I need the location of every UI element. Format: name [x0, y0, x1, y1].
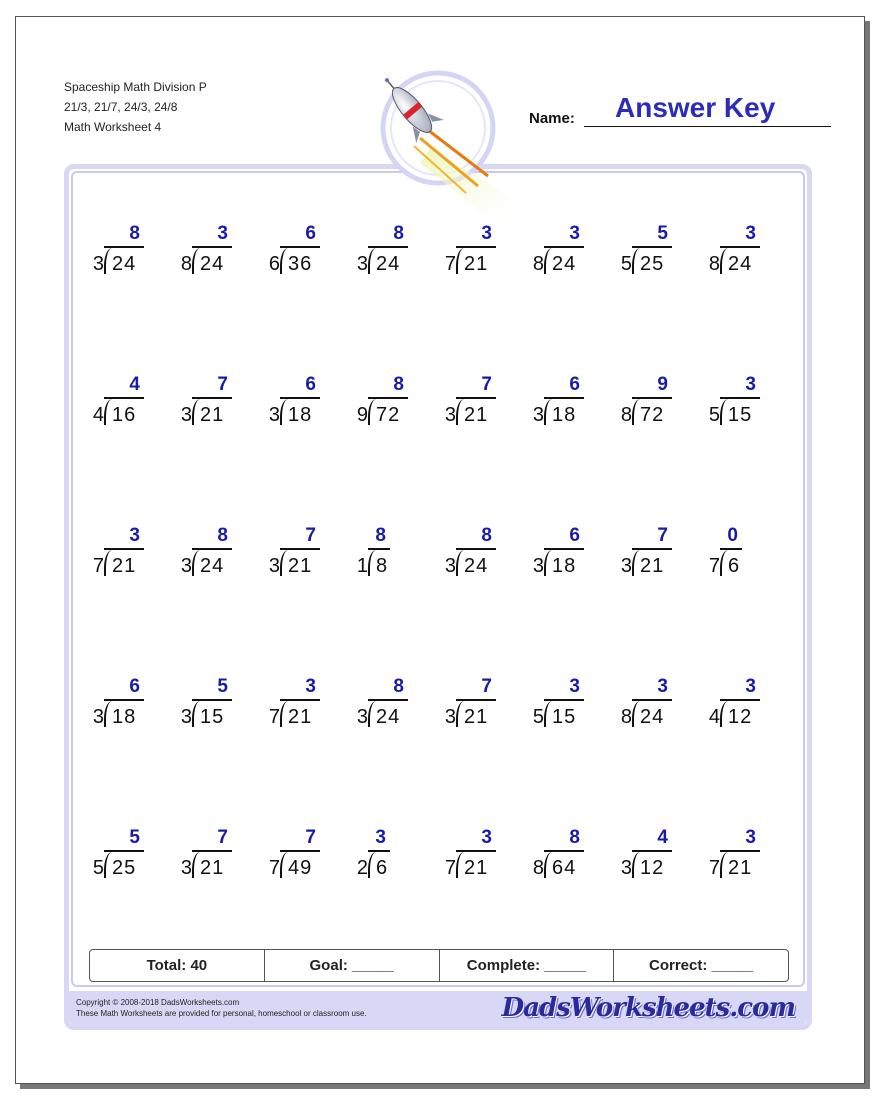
quotient-answer: 3: [375, 827, 386, 848]
dividend: 24: [552, 253, 577, 275]
division-bar: [632, 548, 672, 550]
dividend: 8: [376, 555, 389, 577]
division-problem: [176, 826, 246, 886]
divisor: 8: [620, 404, 632, 426]
division-bar: [544, 699, 584, 701]
dividend: 15: [200, 706, 225, 728]
division-problem: [88, 222, 158, 282]
division-problem: [88, 524, 158, 584]
dividend: 21: [464, 404, 489, 426]
division-problem: [528, 524, 598, 584]
footer-band: [69, 991, 807, 1025]
quotient-answer: 3: [657, 676, 668, 697]
division-problem: [264, 826, 334, 886]
usage-notice: These Math Worksheets are provided for personal, homeschool or classroom use.: [76, 1009, 367, 1018]
division-bar: [280, 548, 320, 550]
quotient-answer: 3: [745, 374, 756, 395]
dividend: 21: [464, 253, 489, 275]
score-goal[interactable]: Goal: _____: [265, 950, 440, 981]
quotient-answer: 6: [305, 223, 316, 244]
divisor: 7: [708, 555, 720, 577]
quotient-answer: 5: [217, 676, 228, 697]
divisor: 3: [444, 404, 456, 426]
divisor: 3: [532, 555, 544, 577]
divisor: 3: [444, 706, 456, 728]
quotient-answer: 8: [393, 676, 404, 697]
division-bar: [368, 850, 390, 852]
divisor: 7: [444, 857, 456, 879]
dividend: 24: [200, 555, 225, 577]
dividend: 21: [464, 857, 489, 879]
division-problem: [528, 222, 598, 282]
division-bar: [456, 548, 496, 550]
quotient-answer: 6: [569, 374, 580, 395]
division-bar: [368, 246, 408, 248]
division-bar: [104, 246, 144, 248]
dividend: 6: [376, 857, 389, 879]
division-problem: [264, 524, 334, 584]
division-problem: [352, 524, 422, 584]
division-bar: [632, 246, 672, 248]
quotient-answer: 3: [569, 223, 580, 244]
division-bar: [720, 246, 760, 248]
division-bar: [632, 699, 672, 701]
divisor: 3: [444, 555, 456, 577]
quotient-answer: 8: [481, 525, 492, 546]
dividend: 21: [640, 555, 665, 577]
divisor: 8: [532, 253, 544, 275]
division-bar: [104, 850, 144, 852]
quotient-answer: 8: [129, 223, 140, 244]
division-problem: [88, 373, 158, 433]
division-problem: [176, 222, 246, 282]
quotient-answer: 8: [569, 827, 580, 848]
divisor: 7: [268, 706, 280, 728]
division-bar: [104, 548, 144, 550]
division-bar: [368, 548, 390, 550]
division-problem: [176, 524, 246, 584]
quotient-answer: 8: [375, 525, 386, 546]
division-bar: [104, 397, 144, 399]
score-bar: [89, 949, 789, 982]
title-line-1: Spaceship Math Division P: [64, 80, 207, 94]
division-problem: [528, 373, 598, 433]
quotient-answer: 7: [481, 374, 492, 395]
quotient-answer: 6: [129, 676, 140, 697]
dividend: 6: [728, 555, 741, 577]
division-problem: [704, 675, 774, 735]
quotient-answer: 8: [393, 223, 404, 244]
divisor: 7: [268, 857, 280, 879]
title-line-2: 21/3, 21/7, 24/3, 24/8: [64, 100, 178, 114]
quotient-answer: 5: [657, 223, 668, 244]
divisor: 4: [92, 404, 104, 426]
copyright-text: [76, 997, 367, 1019]
divisor: 3: [532, 404, 544, 426]
divisor: 7: [92, 555, 104, 577]
quotient-answer: 3: [481, 223, 492, 244]
quotient-answer: 3: [569, 676, 580, 697]
divisor: 4: [708, 706, 720, 728]
dividend: 36: [288, 253, 313, 275]
dadsworksheets-logo[interactable]: DadsWorksheets.com: [501, 993, 795, 1023]
dividend: 15: [552, 706, 577, 728]
divisor: 3: [620, 857, 632, 879]
divisor: 3: [180, 857, 192, 879]
quotient-answer: 3: [745, 223, 756, 244]
quotient-answer: 8: [393, 374, 404, 395]
division-bar: [192, 397, 232, 399]
division-bar: [280, 246, 320, 248]
quotient-answer: 7: [657, 525, 668, 546]
divisor: 8: [180, 253, 192, 275]
division-bar: [720, 699, 760, 701]
divisor: 8: [532, 857, 544, 879]
dividend: 21: [464, 706, 489, 728]
quotient-answer: 7: [481, 676, 492, 697]
division-problem: [264, 373, 334, 433]
quotient-answer: 0: [727, 525, 738, 546]
dividend: 25: [640, 253, 665, 275]
division-problem: [440, 373, 510, 433]
dividend: 24: [640, 706, 665, 728]
score-complete[interactable]: Complete: _____: [440, 950, 615, 981]
dividend: 18: [552, 404, 577, 426]
division-bar: [192, 850, 232, 852]
division-bar: [192, 699, 232, 701]
division-bar: [280, 699, 320, 701]
division-bar: [456, 397, 496, 399]
division-bar: [368, 699, 408, 701]
divisor: 5: [620, 253, 632, 275]
division-problem: [704, 373, 774, 433]
dividend: 24: [728, 253, 753, 275]
dividend: 72: [640, 404, 665, 426]
divisor: 7: [708, 857, 720, 879]
divisor: 3: [180, 555, 192, 577]
division-bar: [280, 397, 320, 399]
quotient-answer: 6: [569, 525, 580, 546]
dividend: 21: [200, 404, 225, 426]
division-bar: [720, 397, 760, 399]
divisor: 5: [532, 706, 544, 728]
division-bar: [456, 246, 496, 248]
dividend: 12: [728, 706, 753, 728]
dividend: 16: [112, 404, 137, 426]
dividend: 24: [200, 253, 225, 275]
dividend: 64: [552, 857, 577, 879]
division-problem: [528, 675, 598, 735]
score-correct[interactable]: Correct: _____: [649, 957, 754, 974]
division-bar: [544, 397, 584, 399]
division-problem: [440, 222, 510, 282]
division-problem: [264, 222, 334, 282]
divisor: 3: [268, 555, 280, 577]
dividend: 24: [376, 253, 401, 275]
division-bar: [456, 699, 496, 701]
divisor: 3: [180, 706, 192, 728]
quotient-answer: 7: [217, 827, 228, 848]
division-problem: [704, 524, 774, 584]
divisor: 3: [620, 555, 632, 577]
divisor: 3: [356, 706, 368, 728]
divisor: 3: [180, 404, 192, 426]
division-problem: [352, 675, 422, 735]
division-bar: [720, 850, 760, 852]
dividend: 18: [552, 555, 577, 577]
divisor: 2: [356, 857, 368, 879]
divisor: 1: [356, 555, 368, 577]
division-bar: [192, 548, 232, 550]
score-total: Total: 40: [90, 950, 265, 981]
dividend: 72: [376, 404, 401, 426]
dividend: 15: [728, 404, 753, 426]
divisor: 3: [92, 706, 104, 728]
divisor: 9: [356, 404, 368, 426]
division-problem: [176, 373, 246, 433]
quotient-answer: 5: [129, 827, 140, 848]
quotient-answer: 4: [129, 374, 140, 395]
division-problem: [616, 826, 686, 886]
division-problem: [352, 222, 422, 282]
quotient-answer: 3: [745, 676, 756, 697]
quotient-answer: 7: [217, 374, 228, 395]
quotient-answer: 8: [217, 525, 228, 546]
dividend: 21: [288, 706, 313, 728]
quotient-answer: 9: [657, 374, 668, 395]
division-problem: [704, 826, 774, 886]
division-bar: [544, 246, 584, 248]
quotient-answer: 3: [745, 827, 756, 848]
quotient-answer: 7: [305, 827, 316, 848]
division-problem: [176, 675, 246, 735]
division-problem: [440, 826, 510, 886]
division-problem: [88, 826, 158, 886]
quotient-answer: 6: [305, 374, 316, 395]
division-bar: [632, 397, 672, 399]
division-problem: [616, 524, 686, 584]
divisor: 3: [268, 404, 280, 426]
division-problem: [440, 524, 510, 584]
divisor: 6: [268, 253, 280, 275]
divisor: 3: [92, 253, 104, 275]
divisor: 7: [444, 253, 456, 275]
answer-key-label: Answer Key: [615, 92, 776, 123]
division-problem: [88, 675, 158, 735]
division-problem: [616, 222, 686, 282]
dividend: 49: [288, 857, 313, 879]
quotient-answer: 3: [305, 676, 316, 697]
dividend: 24: [464, 555, 489, 577]
copyright-line: Copyright © 2008-2018 DadsWorksheets.com: [76, 998, 240, 1007]
division-bar: [104, 699, 144, 701]
quotient-answer: 7: [305, 525, 316, 546]
dividend: 18: [288, 404, 313, 426]
division-bar: [632, 850, 672, 852]
dividend: 24: [376, 706, 401, 728]
division-bar: [720, 548, 742, 550]
division-bar: [280, 850, 320, 852]
division-bar: [544, 548, 584, 550]
quotient-answer: 3: [129, 525, 140, 546]
dividend: 25: [112, 857, 137, 879]
division-problem: [616, 675, 686, 735]
dividend: 21: [112, 555, 137, 577]
division-problem: [264, 675, 334, 735]
division-problem: [616, 373, 686, 433]
divisor: 8: [620, 706, 632, 728]
division-bar: [456, 850, 496, 852]
dividend: 24: [112, 253, 137, 275]
divisor: 3: [356, 253, 368, 275]
dividend: 21: [200, 857, 225, 879]
divisor: 5: [708, 404, 720, 426]
quotient-answer: 3: [217, 223, 228, 244]
division-bar: [368, 397, 408, 399]
division-bar: [544, 850, 584, 852]
divisor: 5: [92, 857, 104, 879]
quotient-answer: 3: [481, 827, 492, 848]
division-bar: [192, 246, 232, 248]
dividend: 21: [288, 555, 313, 577]
dividend: 18: [112, 706, 137, 728]
quotient-answer: 4: [657, 827, 668, 848]
dividend: 21: [728, 857, 753, 879]
division-problem: [352, 826, 422, 886]
division-problem: [528, 826, 598, 886]
dividend: 12: [640, 857, 665, 879]
name-label: Name:: [529, 110, 575, 127]
title-line-3: Math Worksheet 4: [64, 120, 162, 134]
division-problem: [704, 222, 774, 282]
division-problem: [352, 373, 422, 433]
division-problem: [440, 675, 510, 735]
divisor: 8: [708, 253, 720, 275]
